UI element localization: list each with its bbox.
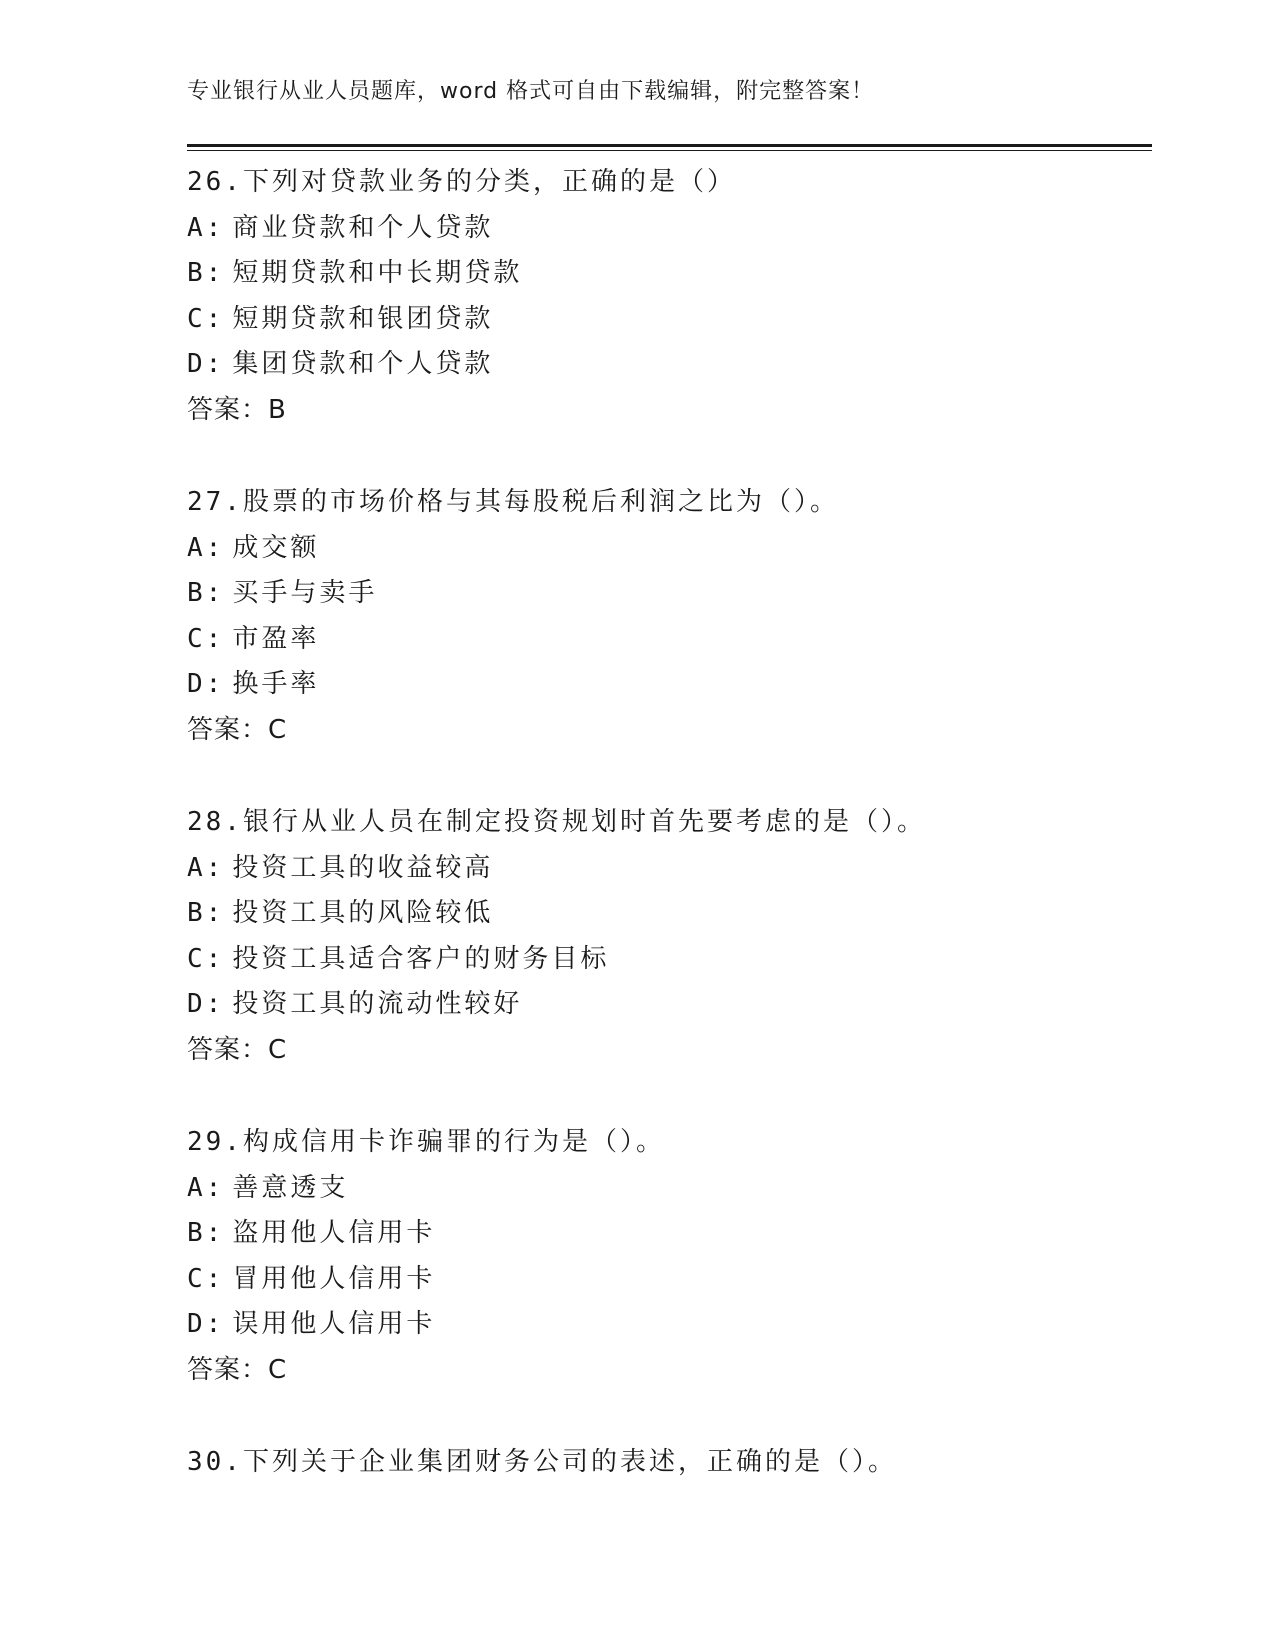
option-text: 冒用他人信用卡	[232, 1263, 436, 1294]
option-text: 投资工具的收益较高	[232, 852, 494, 883]
option-letter: A:	[187, 212, 225, 243]
option-b	[187, 891, 1152, 937]
question-26	[187, 160, 1152, 433]
page-header: 专业银行从业人员题库，word 格式可自由下载编辑，附完整答案！	[187, 79, 875, 104]
option-text: 集团贷款和个人贷款	[232, 349, 494, 379]
question-stem: 27.股票的市场价格与其每股税后利润之比为（）。	[187, 487, 839, 517]
option-letter: C:	[187, 943, 225, 974]
option-text: 投资工具适合客户的财务目标	[232, 943, 610, 974]
option-d	[187, 342, 1152, 388]
option-letter: D:	[187, 1309, 225, 1339]
option-letter: B:	[187, 1218, 225, 1248]
option-d	[187, 662, 1152, 708]
option-letter: C:	[187, 1263, 225, 1294]
option-text: 换手率	[232, 669, 320, 699]
option-a	[187, 846, 1152, 892]
option-text: 善意透支	[232, 1172, 349, 1203]
option-c	[187, 937, 1152, 983]
option-text: 短期贷款和中长期贷款	[232, 258, 523, 288]
option-letter: B:	[187, 898, 225, 928]
question-stem: 30.下列关于企业集团财务公司的表述，正确的是（）。	[187, 1447, 897, 1477]
question-stem: 28.银行从业人员在制定投资规划时首先要考虑的是（）。	[187, 807, 926, 837]
option-text: 买手与卖手	[232, 578, 378, 608]
question-28	[187, 800, 1152, 1073]
option-letter: A:	[187, 532, 225, 563]
option-a	[187, 206, 1152, 252]
option-text: 市盈率	[232, 623, 320, 654]
answer-line: 答案：C	[187, 1034, 288, 1065]
question-29	[187, 1120, 1152, 1393]
option-letter: C:	[187, 303, 225, 334]
option-a	[187, 526, 1152, 572]
option-letter: D:	[187, 669, 225, 699]
option-text: 成交额	[232, 532, 320, 563]
answer-line: 答案：C	[187, 714, 288, 745]
header-rule-thick	[187, 144, 1152, 147]
option-text: 短期贷款和银团贷款	[232, 303, 494, 334]
option-letter: A:	[187, 1172, 225, 1203]
question-27	[187, 480, 1152, 753]
option-d	[187, 982, 1152, 1028]
option-c	[187, 617, 1152, 663]
option-text: 商业贷款和个人贷款	[232, 212, 494, 243]
answer-line: 答案：C	[187, 1354, 288, 1385]
question-list	[187, 160, 1152, 1533]
option-b	[187, 1211, 1152, 1257]
option-letter: B:	[187, 258, 225, 288]
option-letter: D:	[187, 349, 225, 379]
option-text: 盗用他人信用卡	[232, 1218, 436, 1248]
option-d	[187, 1302, 1152, 1348]
option-text: 投资工具的风险较低	[232, 898, 494, 928]
option-a	[187, 1166, 1152, 1212]
option-letter: A:	[187, 852, 225, 883]
question-30	[187, 1440, 1152, 1486]
question-stem: 26.下列对贷款业务的分类，正确的是（）	[187, 167, 736, 197]
option-letter: B:	[187, 578, 225, 608]
option-c	[187, 1257, 1152, 1303]
question-stem: 29.构成信用卡诈骗罪的行为是（）。	[187, 1127, 665, 1157]
option-b	[187, 571, 1152, 617]
answer-line: 答案：B	[187, 394, 287, 425]
header-rule-thin	[187, 150, 1152, 151]
option-letter: D:	[187, 989, 225, 1019]
option-b	[187, 251, 1152, 297]
option-text: 误用他人信用卡	[232, 1309, 436, 1339]
option-letter: C:	[187, 623, 225, 654]
option-text: 投资工具的流动性较好	[232, 989, 523, 1019]
option-c	[187, 297, 1152, 343]
